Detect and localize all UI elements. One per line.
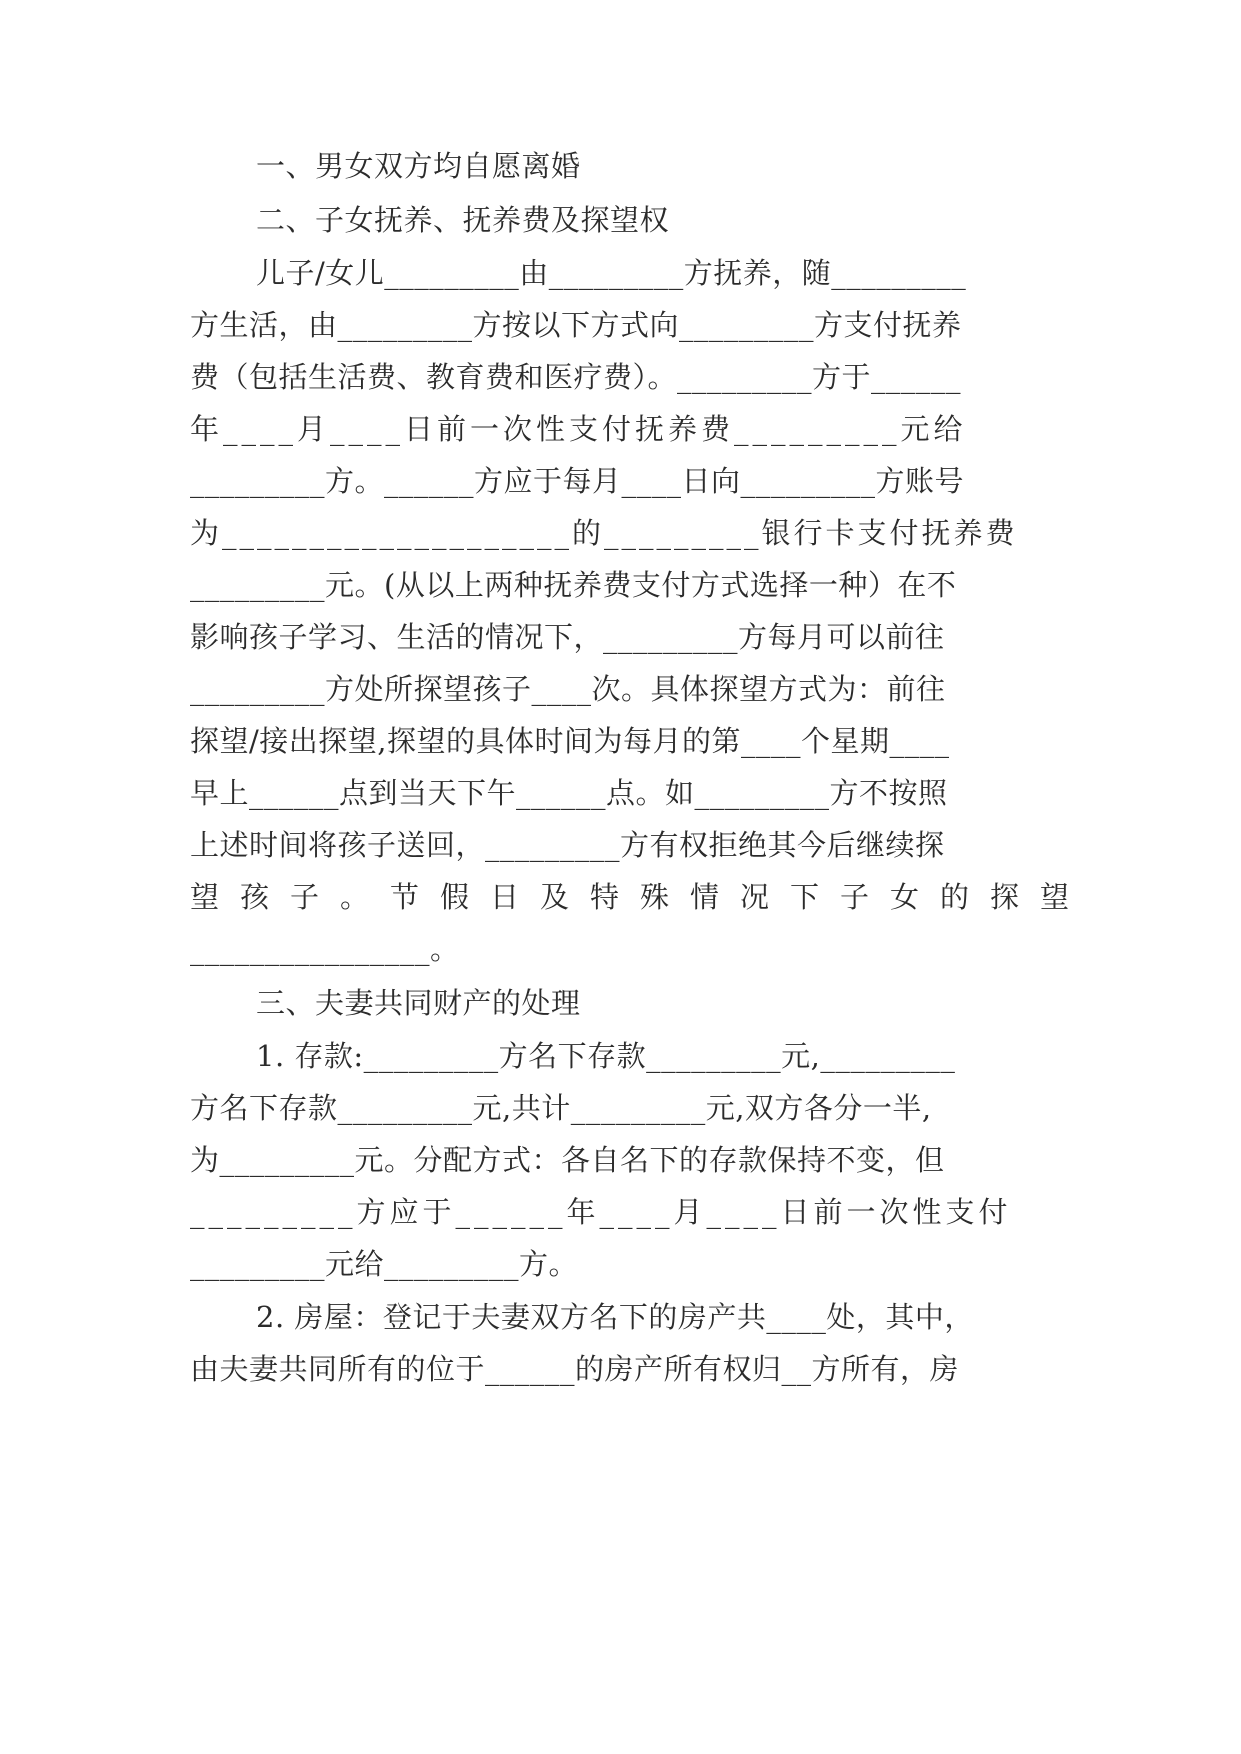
paragraph-line: _________元给_________方。 [190, 1247, 579, 1281]
paragraph-line: 望孩子。节假日及特殊情况下子女的探望 [190, 880, 1091, 914]
paragraph-line: 年____月____日前一次性支付抚养费_________元给 [190, 412, 967, 446]
paragraph-line: 2. 房屋：登记于夫妻双方名下的房产共____处，其中， [256, 1300, 974, 1334]
paragraph-line: _________方。______方应于每月____日向_________方账号 [190, 464, 965, 498]
paragraph-line: _________方处所探望孩子____次。具体探望方式为：前往 [190, 672, 946, 706]
paragraph-line: 方生活，由_________方按以下方式向_________方支付抚养 [190, 308, 962, 342]
section-heading-divorce: 一、男女双方均自愿离婚 [256, 149, 581, 183]
paragraph-line: 由夫妻共同所有的位于______的房产所有权归__方所有，房 [190, 1352, 960, 1386]
section-heading-custody: 二、子女抚养、抚养费及探望权 [256, 203, 670, 237]
section-heading-property: 三、夫妻共同财产的处理 [256, 986, 581, 1020]
paragraph-line: _________元。(从以上两种抚养费支付方式选择一种）在不 [190, 568, 957, 602]
paragraph-line: 上述时间将孩子送回，_________方有权拒绝其今后继续探 [190, 828, 945, 862]
paragraph-line: 方名下存款_________元,共计_________元,双方各分一半, [190, 1091, 932, 1125]
paragraph-line: 为_________元。分配方式：各自名下的存款保持不变，但 [190, 1143, 945, 1177]
paragraph-line: 为____________________的_________银行卡支付抚养费 [190, 516, 1018, 550]
paragraph-line: 影响孩子学习、生活的情况下，_________方每月可以前往 [190, 620, 945, 654]
paragraph-line: _________方应于______年____月____日前一次性支付 [190, 1195, 1012, 1229]
paragraph-line: 儿子/女儿_________由_________方抚养，随_________ [256, 256, 967, 290]
paragraph-line: 早上______点到当天下午______点。如_________方不按照 [190, 776, 948, 810]
paragraph-line: ________________。 [190, 932, 460, 966]
paragraph-line: 1. 存款:_________方名下存款_________元,_________ [256, 1039, 956, 1073]
paragraph-line: 费（包括生活费、教育费和医疗费）。_________方于______ [190, 360, 962, 394]
paragraph-line: 探望/接出探望,探望的具体时间为每月的第____个星期____ [190, 724, 950, 758]
